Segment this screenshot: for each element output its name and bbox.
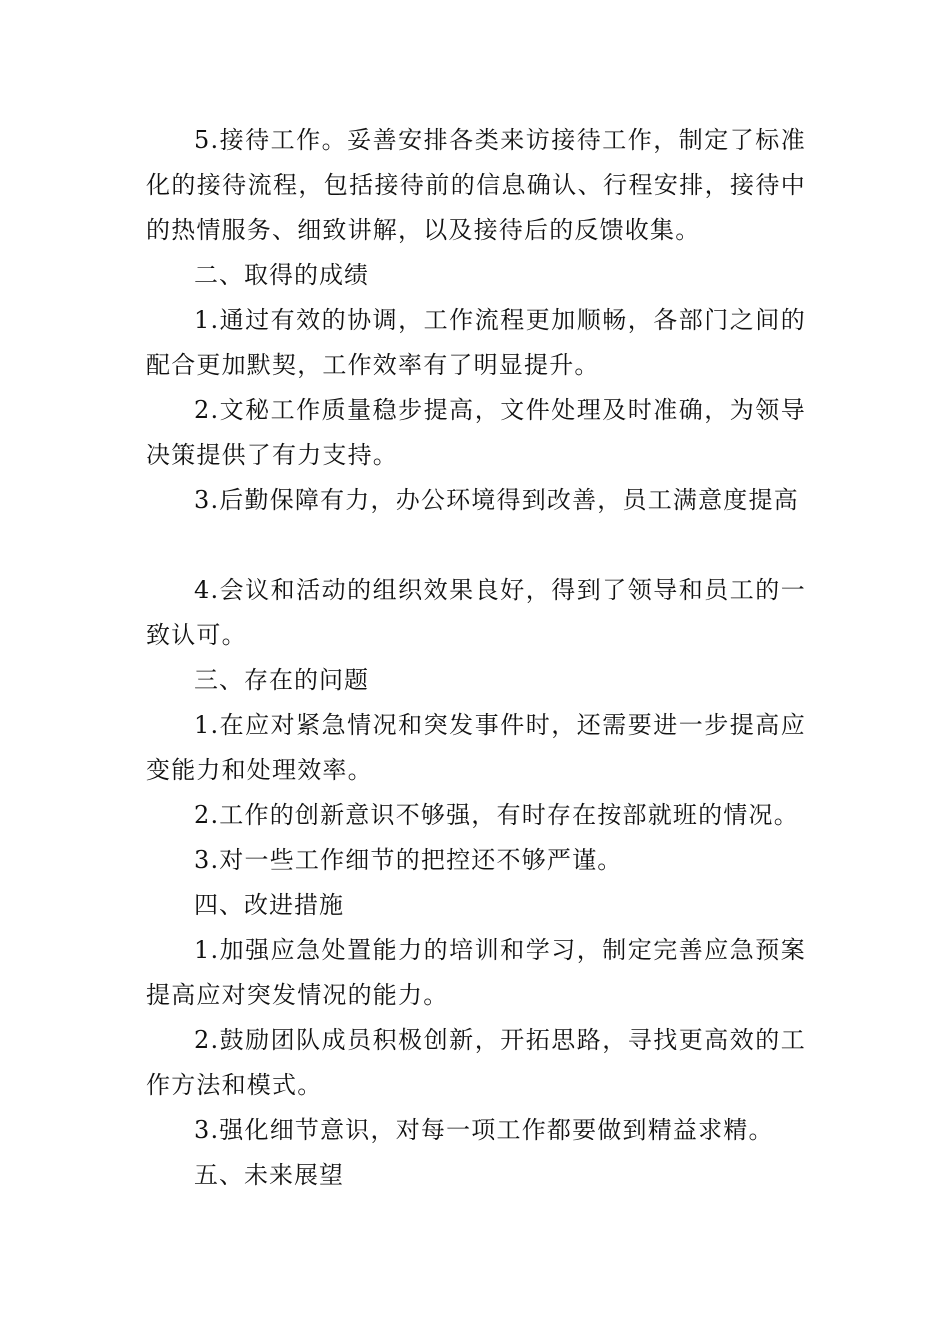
blank-line [146,523,806,568]
heading-achievements: 二、取得的成绩 [194,261,369,289]
paragraph-problem-1: 1.在应对紧急情况和突发事件时，还需要进一步提高应变能力和处理效率。 [146,711,806,784]
paragraph-achievement-3: 3.后勤保障有力，办公环境得到改善，员工满意度提高 [194,486,799,514]
heading-outlook: 五、未来展望 [194,1161,344,1189]
paragraph-problem-2: 2.工作的创新意识不够强，有时存在按部就班的情况。 [194,801,799,829]
paragraph-problem-3: 3.对一些工作细节的把控还不够严谨。 [194,846,623,874]
document-body [146,118,806,1198]
heading-problems: 三、存在的问题 [194,666,369,694]
heading-improvements: 四、改进措施 [194,891,344,919]
paragraph-reception-work: 5.接待工作。妥善安排各类来访接待工作，制定了标准化的接待流程，包括接待前的信息确认、行程安排，接待中的热情服务、细致讲解，以及接待后的反馈收集。 [146,126,806,244]
paragraph-achievement-2: 2.文秘工作质量稳步提高，文件处理及时准确，为领导决策提供了有力支持。 [146,396,806,469]
paragraph-achievement-1: 1.通过有效的协调，工作流程更加顺畅，各部门之间的配合更加默契，工作效率有了明显提升。 [146,306,806,379]
paragraph-improvement-1: 1.加强应急处置能力的培训和学习，制定完善应急预案提高应对突发情况的能力。 [146,936,806,1009]
paragraph-improvement-3: 3.强化细节意识，对每一项工作都要做到精益求精。 [194,1116,774,1144]
paragraph-achievement-4: 4.会议和活动的组织效果良好，得到了领导和员工的一致认可。 [146,576,806,649]
paragraph-improvement-2: 2.鼓励团队成员积极创新，开拓思路，寻找更高效的工作方法和模式。 [146,1026,806,1099]
